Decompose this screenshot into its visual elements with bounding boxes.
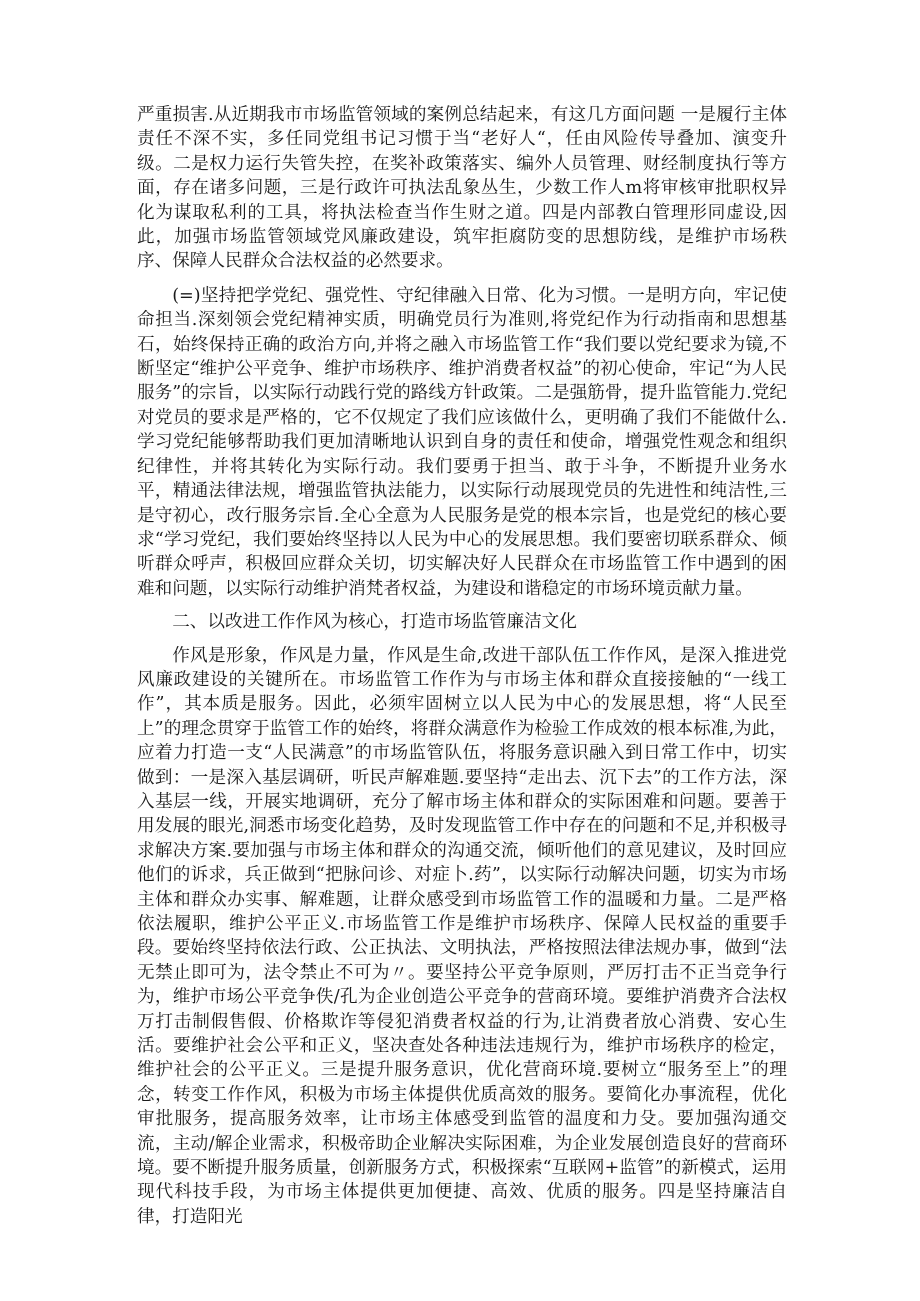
paragraph-spacer [137, 635, 787, 644]
paragraph-work-style: 作风是形象，作风是力量，作风是生命,改进干部队伍工作作风，是深入推进党风廉政建设的关键所在。市场监管工作作为与市场主体和群众直接接触的“一线工作”，其本质是服务。因此，必须牢固树立以人民为中心的发展思想，将“人民至上”的理念贯穿于监管工作的始终，将群众满意作为检验工作成效的根本标准,为此，应着力打造一支“人民满意”的市场监管队伍，将服务意识融入到日常工作中，切实做到：一是深入基层调研，听民声解难题.要坚持“走出去、沉下去”的工作方法，深入基层一线，开展实地调研，充分了解市场主体和群众的实际困难和问题。要善于用发展的眼光,洞悉市场变化趋势，及时发现监管工作中存在的问题和不足,并积极寻求解决方案.要加强与市场主体和群众的沟通交流，倾听他们的意见建议，及时回应他们的诉求，兵正做到“把脉问诊、对症卜.药”，以实际行动解决问题，切实为市场主体和群众办实事、解难题，让群众感受到市场监管工作的温暖和力量。二是严格依法履职，维护公平正义.市场监管工作是维护市场秩序、保障人民权益的重要手段。要始终坚持依法行政、公正执法、文明执法，严格按照法律法规办事，做到“法无禁止即可为，法令禁止不可为〃。要坚持公平竞争原则，严厉打击不正当竞争行为，维护市场公平竞争佚/孔为企业创造公平竞争的营商环境。要维护消费齐合法权万打击制假售假、价格欺诈等侵犯消费者权益的行为,让消费者放心消费、安心生活。要维护社会公平和正义，坚决查处各种违法违规行为，维护市场秩序的检定，维护社会的公平正义。三是提升服务意识，优化营商环境.要树立“服务至上”的理念，转变工作作风，积极为市场主体提供优质高效的服务。要简化办事流程，优化审批服务，提高服务效率，让市场主体感受到监管的温度和力殳。要加强沟通交流，主动/解企业需求，积极帝助企业解决实际困难，为企业发展创造良好的营商环境。要不断提升服务质量，创新服务方式，积极探索“互联网+监管”的新模式，运用现代科技手段，为市场主体提供更加便捷、高效、优质的服务。四是坚持廉洁自律，打造阳光 [137, 645, 787, 1227]
document-body [137, 103, 787, 1229]
paragraph-spacer [137, 601, 787, 610]
paragraph-party-discipline: (=)坚持把学党纪、强党性、守纪律融入日常、化为习惯。一是明方向，牢记使命担当.深刻领会党纪精神实质，明确党员行为准则,将党纪作为行动指南和思想基石，始终保持正确的政治方向,并将之融入市场监管工作“我们要以党纪要求为镜,不断坚定“维护公平竞争、维护市场秩序、维护消费者权益”的初心使命，牢记“为人民服务”的宗旨，以实际行动践行党的路线方针政策。二是强筋骨，提升监管能力.党纪对党员的要求是严格的，它不仅规定了我们应该做什么，更明确了我们不能做什么.学习党纪能够帮助我们更加清晰地认识到自身的责任和使命，增强党性观念和组织纪律性，并将其转化为实际行动。我们要勇于担当、敢于斗争，不断提升业务水平，精通法律法规，增强监管执法能力，以实际行动展现党员的先进性和纯洁性,三是守初心，改行服务宗旨.全心全意为人民服务是党的根本宗旨，也是党纪的核心要求“学习党纪，我们要始终坚持以人民为中心的发展思想。我们要密切联系群众、倾听群众呼声，积极回应群众关切，切实解决好人民群众在市场监管工作中遇到的困难和问题，以实际行动维护消梵者权益，为建设和谐稳定的市场环境贡献力量。 [137, 285, 787, 599]
paragraph-spacer [137, 274, 787, 284]
section-heading: 二、以改进工作作风为核心，打造市场监管廉洁文化 [172, 612, 577, 633]
paragraph-intro-continuation: 严重损害.从近期我市市场监管领域的案例总结起来，有这几方面问题 一是履行主体责任不深不实，多任同党组书记习惯于当“老好人“，任由风险传导叠加、演变升级。二是权力运行失管失控，在奖补政策落实、编外人员管理、财经制度执行等方面，存在诸多问题，三是行政许可执法乱象丛生，少数工作人m将审核审批职权异化为谋取私利的工具，将执法检查当作生财之道。四是内部教白管理形同虚设,因此，加强市场监管领域党风廉政建设，筑牢拒腐防变的思想防线，是维护市场秩序、保障人民群众合法权益的必然要求。 [137, 105, 787, 272]
